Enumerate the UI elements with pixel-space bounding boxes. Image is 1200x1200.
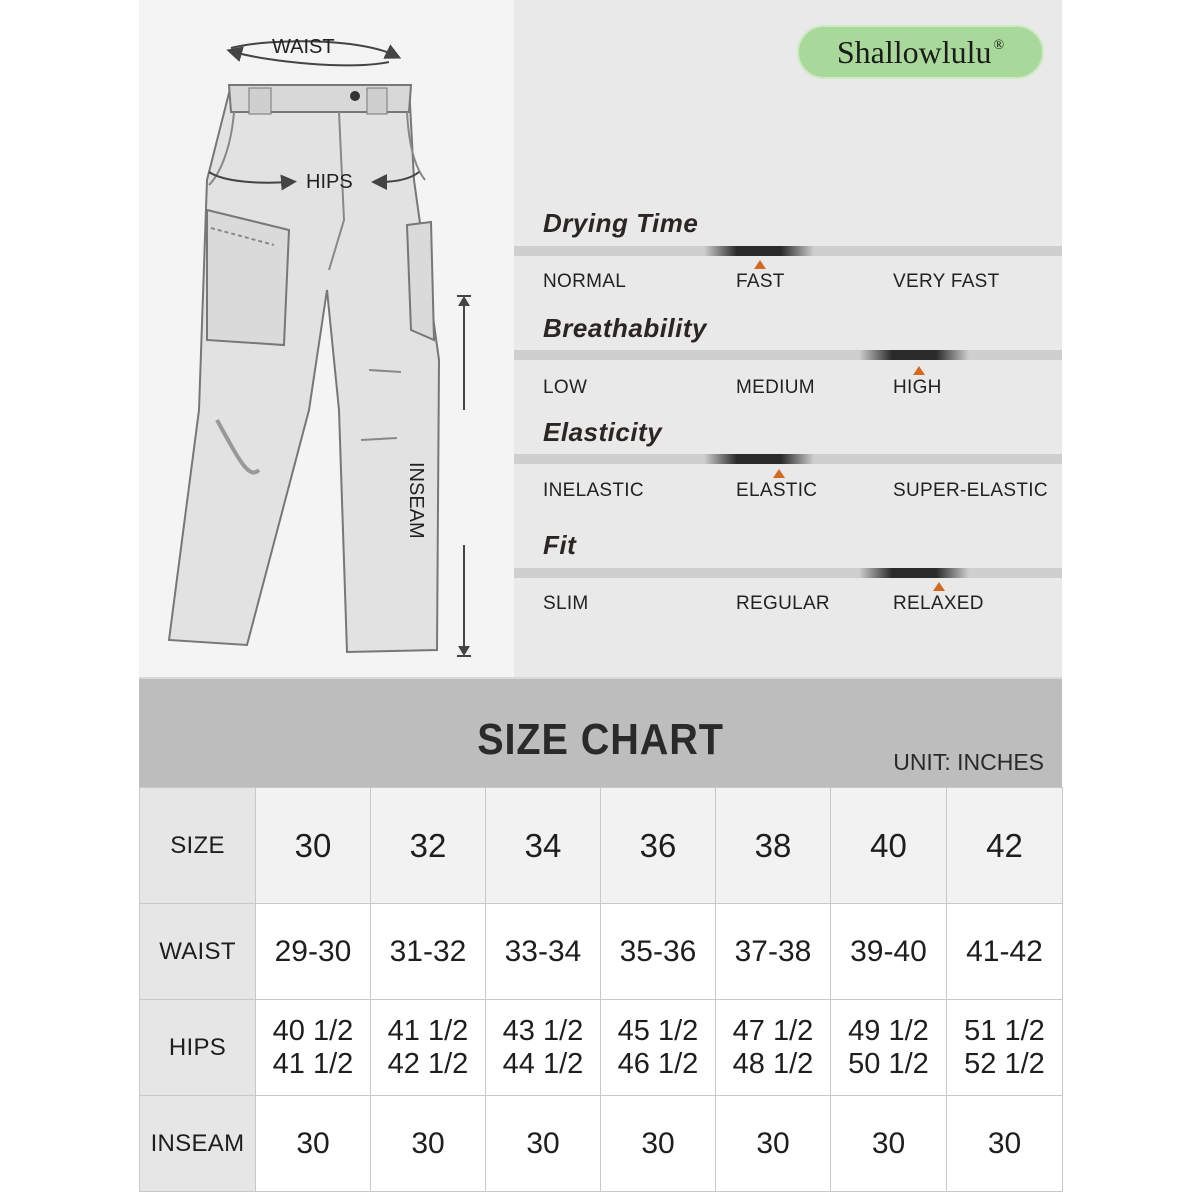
selected-level-marker-icon — [773, 469, 785, 478]
hips-label: HIPS — [306, 171, 353, 193]
size-chart-cell: 30 — [256, 1096, 371, 1192]
attribute-title: Fit — [543, 530, 577, 560]
size-chart-cell: 36 — [601, 788, 716, 904]
size-chart-cell: 41-42 — [947, 904, 1063, 1000]
selected-level-marker-icon — [933, 582, 945, 591]
size-chart-cell: 30 — [601, 1096, 716, 1192]
selected-level-marker-icon — [913, 366, 925, 375]
attribute-scale-highlight — [859, 350, 969, 360]
attribute-scale-track — [514, 454, 1062, 464]
attribute-option-label: VERY FAST — [893, 271, 1000, 292]
attribute-scale-highlight — [704, 454, 814, 464]
attribute-option-label: ELASTIC — [736, 480, 818, 501]
cell-line: 43 1/2 — [502, 1014, 584, 1047]
size-chart-cell: 31-32 — [371, 904, 486, 1000]
cell-line: 40 1/2 — [272, 1014, 354, 1047]
size-chart-table — [139, 787, 1063, 1192]
attribute-scale-track — [514, 350, 1062, 360]
size-chart-cell — [256, 1000, 371, 1096]
inseam-label: INSEAM — [405, 462, 427, 539]
size-chart-cell: 33-34 — [486, 904, 601, 1000]
pants-illustration-panel — [139, 0, 514, 677]
cell-line: 48 1/2 — [732, 1047, 814, 1080]
brand-logo — [797, 25, 1044, 79]
cell-line: 41 1/2 — [272, 1047, 354, 1080]
size-chart-row — [140, 904, 1063, 1000]
pants-illustration — [139, 0, 514, 677]
cell-line: 42 1/2 — [387, 1047, 469, 1080]
size-chart-cell: 29-30 — [256, 904, 371, 1000]
size-chart-header — [139, 677, 1062, 787]
size-chart-cell: 38 — [716, 788, 831, 904]
size-chart-cell: 30 — [831, 1096, 947, 1192]
size-chart-cell — [947, 1000, 1063, 1096]
attribute-option-label: FAST — [736, 271, 785, 292]
size-chart-cell — [601, 1000, 716, 1096]
size-chart-cell: 30 — [716, 1096, 831, 1192]
size-chart-cell: 32 — [371, 788, 486, 904]
size-chart-cell: 35-36 — [601, 904, 716, 1000]
size-chart-unit: UNIT: INCHES — [893, 749, 1044, 775]
attribute-scale-highlight — [859, 568, 969, 578]
cell-line: 44 1/2 — [502, 1047, 584, 1080]
cell-line: 47 1/2 — [732, 1014, 814, 1047]
selected-level-marker-icon — [754, 260, 766, 269]
row-header: INSEAM — [140, 1096, 256, 1192]
cell-line: 41 1/2 — [387, 1014, 469, 1047]
size-chart-cell: 34 — [486, 788, 601, 904]
row-header: HIPS — [140, 1000, 256, 1096]
size-chart-cell: 42 — [947, 788, 1063, 904]
size-chart-row — [140, 1000, 1063, 1096]
size-chart-row — [140, 1096, 1063, 1192]
attribute-option-label: LOW — [543, 377, 588, 398]
attribute-option-label: REGULAR — [736, 593, 830, 614]
size-chart-row — [140, 788, 1063, 904]
size-chart-cell — [831, 1000, 947, 1096]
attribute-option-label: SLIM — [543, 593, 589, 614]
size-chart-cell: 30 — [947, 1096, 1063, 1192]
row-header: WAIST — [140, 904, 256, 1000]
cell-line: 52 1/2 — [964, 1047, 1045, 1080]
attribute-scale-track — [514, 568, 1062, 578]
attribute-title: Breathability — [543, 313, 707, 343]
cell-line: 51 1/2 — [964, 1014, 1045, 1047]
attribute-option-label: INELASTIC — [543, 480, 644, 501]
size-chart-cell: 39-40 — [831, 904, 947, 1000]
page-margin — [0, 0, 139, 1200]
size-chart-cell — [371, 1000, 486, 1096]
attribute-scale-highlight — [704, 246, 814, 256]
size-chart-title: SIZE CHART — [477, 715, 724, 764]
attribute-option-label: NORMAL — [543, 271, 627, 292]
attribute-title: Elasticity — [543, 417, 663, 447]
registered-mark: ® — [993, 38, 1005, 53]
cell-line: 46 1/2 — [617, 1047, 699, 1080]
cell-line: 49 1/2 — [848, 1014, 929, 1047]
attribute-scale-track — [514, 246, 1062, 256]
size-chart-cell: 40 — [831, 788, 947, 904]
attribute-option-label: MEDIUM — [736, 377, 815, 398]
cell-line: 50 1/2 — [848, 1047, 929, 1080]
attribute-option-label: HIGH — [893, 377, 942, 398]
size-chart-cell: 37-38 — [716, 904, 831, 1000]
attribute-option-label: RELAXED — [893, 593, 984, 614]
cell-line: 45 1/2 — [617, 1014, 699, 1047]
attribute-title: Drying Time — [543, 208, 699, 238]
size-chart-cell — [486, 1000, 601, 1096]
size-chart-cell — [716, 1000, 831, 1096]
brand-name: Shallowlulu — [836, 33, 992, 70]
size-chart-cell: 30 — [256, 788, 371, 904]
size-chart-cell: 30 — [371, 1096, 486, 1192]
waist-label: WAIST — [272, 36, 335, 58]
size-chart-cell: 30 — [486, 1096, 601, 1192]
row-header: SIZE — [140, 788, 256, 904]
attribute-option-label: SUPER-ELASTIC — [893, 480, 1048, 501]
